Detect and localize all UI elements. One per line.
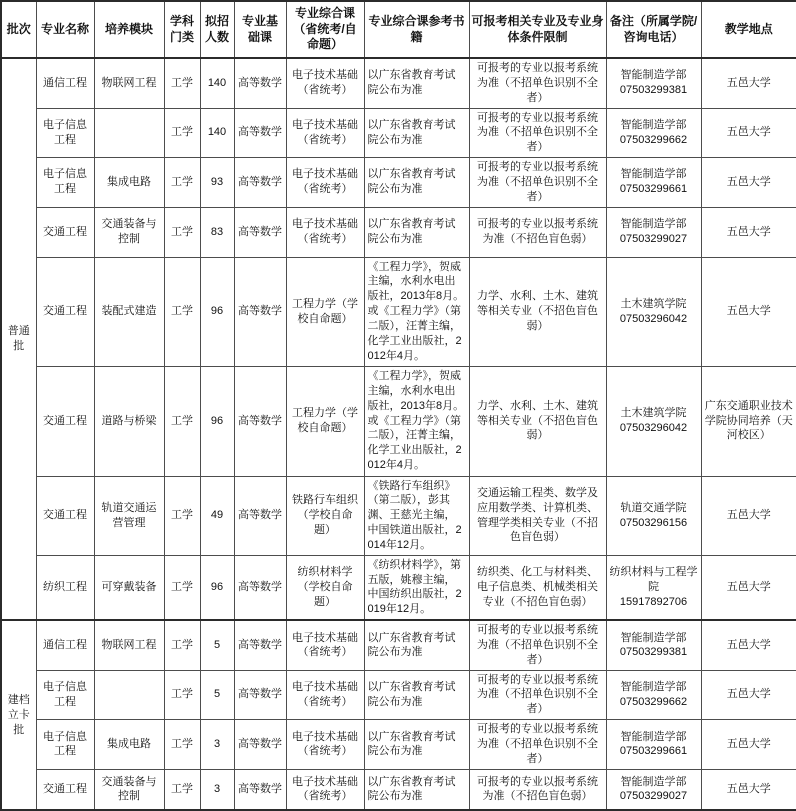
cell-reference-books: 《工程力学》，贺威主编，水利水电出版社，2013年8月。或《工程力学》（第二版），汪菁主编，化学工业出版社，2012年4月。 bbox=[364, 366, 469, 476]
cell-comprehensive-course: 电子技术基础（省统考） bbox=[286, 108, 364, 158]
cell-remarks bbox=[606, 620, 701, 670]
header-row bbox=[1, 1, 796, 58]
cell-eligibility-restrictions: 可报考的专业以报考系统为准（不招单色识别不全者） bbox=[469, 670, 606, 720]
cell-remarks bbox=[606, 476, 701, 555]
cell-basic-course: 高等数学 bbox=[234, 58, 286, 108]
cell-major-name: 电子信息工程 bbox=[36, 108, 94, 158]
table-row bbox=[1, 476, 796, 555]
remark-phone: 07503299662 bbox=[619, 695, 688, 708]
cell-comprehensive-course: 电子技术基础（省统考） bbox=[286, 620, 364, 670]
cell-planned-enrollment: 140 bbox=[200, 58, 234, 108]
remark-phone: 07503296042 bbox=[619, 422, 688, 434]
cell-discipline-category: 工学 bbox=[164, 620, 200, 670]
cell-training-module: 物联网工程 bbox=[94, 58, 164, 108]
cell-discipline-category: 工学 bbox=[164, 58, 200, 108]
cell-teaching-location: 广东交通职业技术学院协同培养（天河校区） bbox=[701, 366, 796, 476]
cell-comprehensive-course: 工程力学（学校自命题） bbox=[286, 366, 364, 476]
table-row bbox=[1, 58, 796, 108]
header-remarks: 备注（所属学院/咨询电话） bbox=[606, 1, 701, 58]
cell-basic-course: 高等数学 bbox=[234, 366, 286, 476]
cell-training-module: 轨道交通运营管理 bbox=[94, 476, 164, 555]
cell-reference-books: 以广东省教育考试院公布为准 bbox=[364, 108, 469, 158]
header-batch: 批次 bbox=[1, 1, 36, 58]
table-row bbox=[1, 720, 796, 770]
cell-teaching-location: 五邑大学 bbox=[701, 769, 796, 810]
cell-eligibility-restrictions: 纺织类、化工与材料类、电子信息类、机械类相关专业（不招色盲色弱） bbox=[469, 555, 606, 620]
header-basic-course: 专业基础课 bbox=[234, 1, 286, 58]
remark-phone: 15917892706 bbox=[619, 595, 688, 608]
cell-training-module: 集成电路 bbox=[94, 720, 164, 770]
header-comprehensive-course: 专业综合课（省统考/自命题） bbox=[286, 1, 364, 58]
table-row bbox=[1, 620, 796, 670]
remark-college: 智能制造学部 bbox=[620, 775, 687, 788]
table-row bbox=[1, 207, 796, 257]
remark-college: 轨道交通学院 bbox=[620, 501, 687, 514]
cell-eligibility-restrictions: 可报考的专业以报考系统为准（不招色盲色弱） bbox=[469, 207, 606, 257]
header-planned-enrollment: 拟招人数 bbox=[200, 1, 234, 58]
cell-comprehensive-course: 铁路行车组织（学校自命题） bbox=[286, 476, 364, 555]
cell-major-name: 交通工程 bbox=[36, 476, 94, 555]
cell-basic-course: 高等数学 bbox=[234, 257, 286, 366]
cell-eligibility-restrictions: 力学、水利、土木、建筑等相关专业（不招色盲色弱） bbox=[469, 257, 606, 366]
cell-comprehensive-course: 电子技术基础（省统考） bbox=[286, 720, 364, 770]
cell-reference-books: 以广东省教育考试院公布为准 bbox=[364, 158, 469, 208]
cell-eligibility-restrictions: 可报考的专业以报考系统为准（不招单色识别不全者） bbox=[469, 58, 606, 108]
cell-major-name: 交通工程 bbox=[36, 257, 94, 366]
cell-eligibility-restrictions: 交通运输工程类、数学及应用数学类、计算机类、管理学类相关专业（不招色盲色弱） bbox=[469, 476, 606, 555]
cell-training-module: 装配式建造 bbox=[94, 257, 164, 366]
remark-college: 土木建筑学院 bbox=[620, 297, 687, 310]
cell-teaching-location: 五邑大学 bbox=[701, 108, 796, 158]
remark-college: 纺织材料与工程学院 bbox=[609, 566, 698, 593]
cell-eligibility-restrictions: 可报考的专业以报考系统为准（不招单色识别不全者） bbox=[469, 620, 606, 670]
cell-planned-enrollment: 93 bbox=[200, 158, 234, 208]
cell-training-module: 物联网工程 bbox=[94, 620, 164, 670]
cell-planned-enrollment: 83 bbox=[200, 207, 234, 257]
cell-teaching-location: 五邑大学 bbox=[701, 476, 796, 555]
cell-discipline-category: 工学 bbox=[164, 720, 200, 770]
cell-eligibility-restrictions: 可报考的专业以报考系统为准（不招色盲色弱） bbox=[469, 769, 606, 810]
batch-label: 普通批 bbox=[1, 58, 36, 620]
cell-basic-course: 高等数学 bbox=[234, 720, 286, 770]
cell-teaching-location: 五邑大学 bbox=[701, 555, 796, 620]
remark-phone: 07503296042 bbox=[619, 312, 688, 325]
cell-major-name: 通信工程 bbox=[36, 58, 94, 108]
cell-eligibility-restrictions: 可报考的专业以报考系统为准（不招单色识别不全者） bbox=[469, 108, 606, 158]
cell-planned-enrollment: 49 bbox=[200, 476, 234, 555]
cell-major-name: 纺织工程 bbox=[36, 555, 94, 620]
cell-remarks bbox=[606, 670, 701, 720]
cell-remarks bbox=[606, 158, 701, 208]
cell-teaching-location: 五邑大学 bbox=[701, 207, 796, 257]
table-row bbox=[1, 158, 796, 208]
cell-reference-books: 以广东省教育考试院公布为准 bbox=[364, 769, 469, 810]
remark-college: 智能制造学部 bbox=[620, 168, 687, 181]
cell-discipline-category: 工学 bbox=[164, 555, 200, 620]
cell-reference-books: 《纺织材料学》，第五版，姚穆主编，中国纺织出版社，2019年12月。 bbox=[364, 555, 469, 620]
cell-comprehensive-course: 电子技术基础（省统考） bbox=[286, 670, 364, 720]
cell-major-name: 交通工程 bbox=[36, 207, 94, 257]
cell-eligibility-restrictions: 力学、水利、土木、建筑等相关专业（不招色盲色弱） bbox=[469, 366, 606, 476]
table-row bbox=[1, 555, 796, 620]
cell-training-module: 道路与桥梁 bbox=[94, 366, 164, 476]
header-teaching-location: 教学地点 bbox=[701, 1, 796, 58]
cell-planned-enrollment: 140 bbox=[200, 108, 234, 158]
cell-basic-course: 高等数学 bbox=[234, 476, 286, 555]
cell-discipline-category: 工学 bbox=[164, 158, 200, 208]
cell-reference-books: 以广东省教育考试院公布为准 bbox=[364, 620, 469, 670]
cell-comprehensive-course: 纺织材料学（学校自命题） bbox=[286, 555, 364, 620]
cell-discipline-category: 工学 bbox=[164, 769, 200, 810]
cell-planned-enrollment: 5 bbox=[200, 670, 234, 720]
cell-planned-enrollment: 96 bbox=[200, 366, 234, 476]
cell-basic-course: 高等数学 bbox=[234, 158, 286, 208]
table-row bbox=[1, 670, 796, 720]
cell-planned-enrollment: 3 bbox=[200, 720, 234, 770]
cell-remarks bbox=[606, 108, 701, 158]
cell-reference-books: 以广东省教育考试院公布为准 bbox=[364, 670, 469, 720]
cell-major-name: 交通工程 bbox=[36, 366, 94, 476]
cell-remarks bbox=[606, 207, 701, 257]
cell-comprehensive-course: 电子技术基础（省统考） bbox=[286, 158, 364, 208]
cell-training-module bbox=[94, 108, 164, 158]
cell-eligibility-restrictions: 可报考的专业以报考系统为准（不招单色识别不全者） bbox=[469, 158, 606, 208]
cell-planned-enrollment: 96 bbox=[200, 257, 234, 366]
cell-training-module: 交通装备与控制 bbox=[94, 769, 164, 810]
cell-basic-course: 高等数学 bbox=[234, 207, 286, 257]
cell-training-module: 交通装备与控制 bbox=[94, 207, 164, 257]
remark-college: 智能制造学部 bbox=[620, 631, 687, 644]
cell-basic-course: 高等数学 bbox=[234, 620, 286, 670]
cell-major-name: 电子信息工程 bbox=[36, 670, 94, 720]
remark-phone: 07503299027 bbox=[619, 233, 688, 246]
cell-discipline-category: 工学 bbox=[164, 207, 200, 257]
remark-college: 智能制造学部 bbox=[620, 681, 687, 694]
header-eligibility-restrictions: 可报考相关专业及专业身体条件限制 bbox=[469, 1, 606, 58]
header-training-module: 培养模块 bbox=[94, 1, 164, 58]
remark-college: 土木建筑学院 bbox=[620, 407, 687, 420]
table-row bbox=[1, 366, 796, 476]
cell-remarks bbox=[606, 366, 701, 476]
cell-reference-books: 《工程力学》，贺威主编，水利水电出版社，2013年8月。或《工程力学》（第二版），汪菁主编，化学工业出版社，2012年4月。 bbox=[364, 257, 469, 366]
cell-teaching-location: 五邑大学 bbox=[701, 620, 796, 670]
cell-reference-books: 以广东省教育考试院公布为准 bbox=[364, 720, 469, 770]
cell-remarks bbox=[606, 769, 701, 810]
cell-planned-enrollment: 3 bbox=[200, 769, 234, 810]
remark-phone: 07503299027 bbox=[619, 790, 688, 803]
remark-phone: 07503299381 bbox=[619, 84, 688, 97]
cell-major-name: 电子信息工程 bbox=[36, 158, 94, 208]
cell-discipline-category: 工学 bbox=[164, 670, 200, 720]
cell-major-name: 通信工程 bbox=[36, 620, 94, 670]
cell-training-module: 可穿戴装备 bbox=[94, 555, 164, 620]
cell-remarks bbox=[606, 58, 701, 108]
remark-phone: 07503299661 bbox=[619, 183, 688, 196]
remark-college: 智能制造学部 bbox=[620, 218, 687, 231]
cell-planned-enrollment: 5 bbox=[200, 620, 234, 670]
remark-phone: 07503299662 bbox=[619, 133, 688, 146]
cell-comprehensive-course: 电子技术基础（省统考） bbox=[286, 207, 364, 257]
cell-discipline-category: 工学 bbox=[164, 108, 200, 158]
cell-planned-enrollment: 96 bbox=[200, 555, 234, 620]
cell-reference-books: 以广东省教育考试院公布为准 bbox=[364, 58, 469, 108]
cell-basic-course: 高等数学 bbox=[234, 555, 286, 620]
cell-teaching-location: 五邑大学 bbox=[701, 257, 796, 366]
cell-basic-course: 高等数学 bbox=[234, 769, 286, 810]
cell-remarks bbox=[606, 257, 701, 366]
cell-training-module bbox=[94, 670, 164, 720]
cell-comprehensive-course: 电子技术基础（省统考） bbox=[286, 58, 364, 108]
cell-comprehensive-course: 电子技术基础（省统考） bbox=[286, 769, 364, 810]
cell-basic-course: 高等数学 bbox=[234, 670, 286, 720]
remark-phone: 07503299381 bbox=[619, 646, 688, 659]
cell-remarks bbox=[606, 720, 701, 770]
header-major-name: 专业名称 bbox=[36, 1, 94, 58]
remark-college: 智能制造学部 bbox=[620, 69, 687, 82]
cell-comprehensive-course: 工程力学（学校自命题） bbox=[286, 257, 364, 366]
table-row bbox=[1, 108, 796, 158]
remark-phone: 07503296156 bbox=[619, 516, 688, 529]
cell-major-name: 交通工程 bbox=[36, 769, 94, 810]
header-discipline-category: 学科门类 bbox=[164, 1, 200, 58]
table-row bbox=[1, 257, 796, 366]
cell-major-name: 电子信息工程 bbox=[36, 720, 94, 770]
cell-reference-books: 《铁路行车组织》（第二版），彭其渊、王慈光主编，中国铁道出版社，2014年12月。 bbox=[364, 476, 469, 555]
cell-discipline-category: 工学 bbox=[164, 366, 200, 476]
remark-phone: 07503299661 bbox=[619, 745, 688, 758]
cell-teaching-location: 五邑大学 bbox=[701, 158, 796, 208]
cell-training-module: 集成电路 bbox=[94, 158, 164, 208]
remark-college: 智能制造学部 bbox=[620, 730, 687, 743]
remark-college: 智能制造学部 bbox=[620, 118, 687, 131]
cell-teaching-location: 五邑大学 bbox=[701, 720, 796, 770]
cell-teaching-location: 五邑大学 bbox=[701, 58, 796, 108]
batch-label: 建档立卡批 bbox=[1, 620, 36, 810]
table-row bbox=[1, 769, 796, 810]
cell-basic-course: 高等数学 bbox=[234, 108, 286, 158]
cell-teaching-location: 五邑大学 bbox=[701, 670, 796, 720]
cell-remarks bbox=[606, 555, 701, 620]
cell-discipline-category: 工学 bbox=[164, 257, 200, 366]
cell-discipline-category: 工学 bbox=[164, 476, 200, 555]
cell-reference-books: 以广东省教育考试院公布为准 bbox=[364, 207, 469, 257]
header-reference-books: 专业综合课参考书籍 bbox=[364, 1, 469, 58]
cell-eligibility-restrictions: 可报考的专业以报考系统为准（不招单色识别不全者） bbox=[469, 720, 606, 770]
